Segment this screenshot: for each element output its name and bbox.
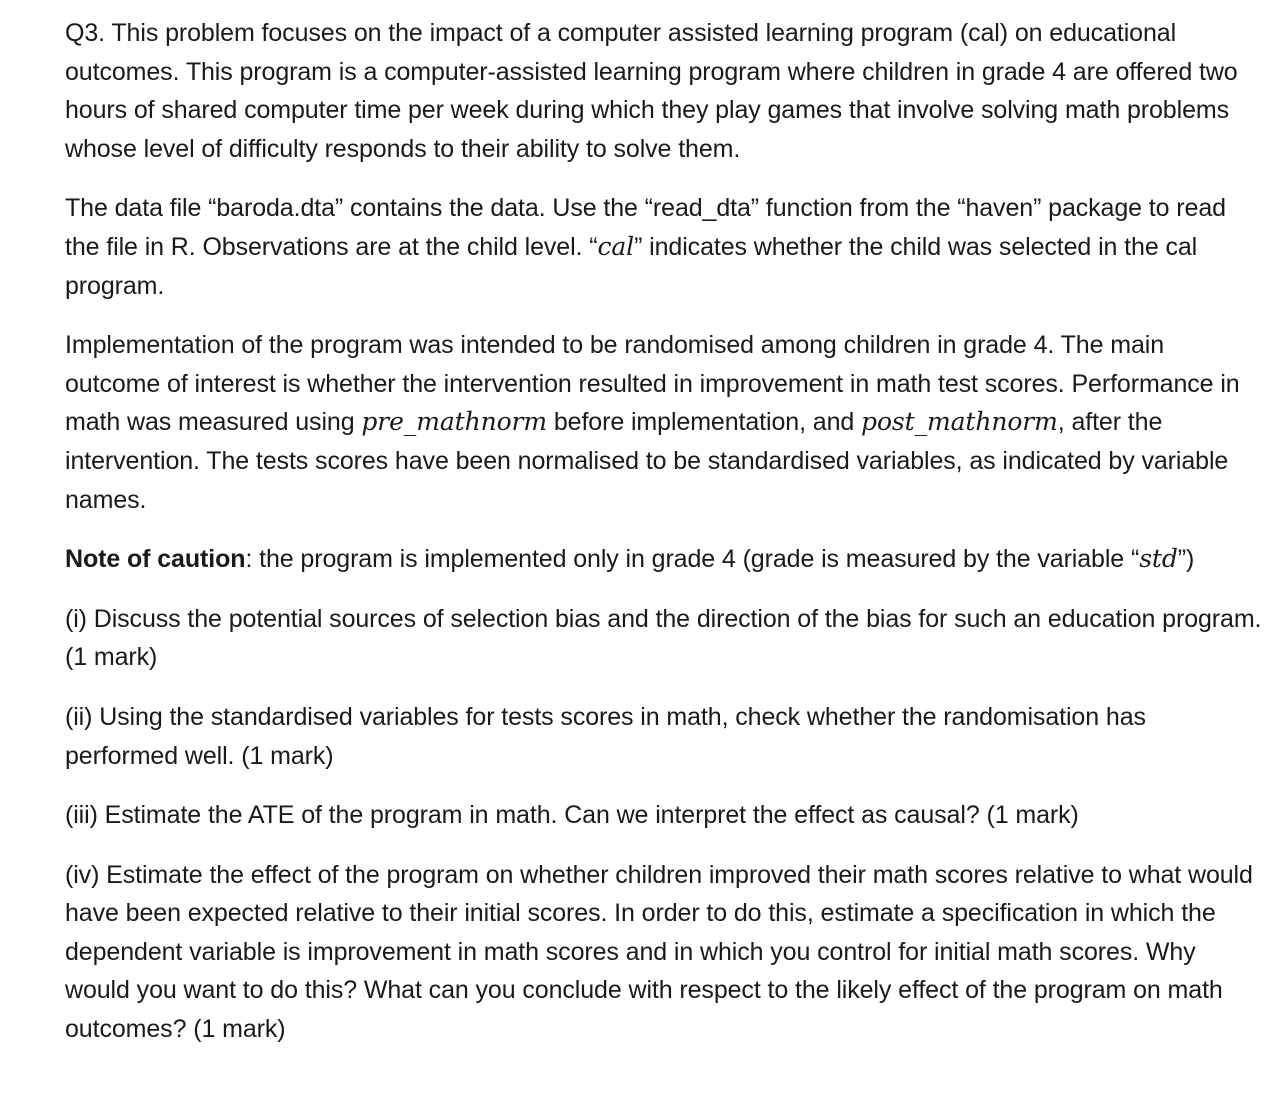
data-text-end: ” indicates whether the child was selected in the cal program. [65, 232, 1198, 300]
impl-text-b: before implementation, and [546, 408, 862, 437]
implementation-paragraph [65, 326, 1264, 519]
pre-mathnorm-variable: pre_mathnorm [361, 407, 547, 437]
note-end: ”) [1177, 545, 1195, 574]
note-text: : the program is implemented only in grade 4 (grade is measured by the variable “ [245, 545, 1140, 574]
part-iii-text: (iii) Estimate the ATE of the program in math. Can we interpret the effect as causal? (1 mark) [65, 801, 1079, 830]
intro-text: Q3. This problem focuses on the impact of a computer assisted learning program (cal) on educational outcomes. This program is a computer-assisted learning program where children in grade 4 are offered two hours of shared computer time per week during which they play games that involve solving math problems whose level of difficulty responds to their ability to solve them. [65, 19, 1238, 163]
part-i [65, 600, 1264, 677]
post-mathnorm-variable: post_mathnorm [861, 407, 1058, 437]
cal-variable: cal [597, 231, 635, 261]
data-text-start: The data file “baroda.dta” contains the data. Use the “read_dta” function from the “haven” package to read the file in R. Observations are at the child level. “ [65, 194, 1226, 261]
std-variable: std [1139, 544, 1178, 574]
question-intro [65, 14, 1264, 168]
part-ii [65, 698, 1264, 775]
part-iv [65, 856, 1264, 1049]
part-iv-text: (iv) Estimate the effect of the program on whether children improved their math scores relative to what would have been expected relative to their initial scores. In order to do this, estimate a specification in which the dependent variable is improvement in math scores and in which you control for initial math scores. Why would you want to do this? What can you conclude with respect to the likely effect of the program on math outcomes? (1 mark) [65, 860, 1253, 1044]
impl-text-c: , after the intervention. The tests scores have been normalised to be standardised variables, as indicated by variable names. [65, 408, 1229, 514]
part-iii [65, 796, 1264, 835]
data-description [65, 189, 1264, 305]
impl-text-a: Implementation of the program was intended to be randomised among children in grade 4. The main outcome of interest is whether the intervention resulted in improvement in math test scores. Performance in math was measured using [65, 331, 1240, 437]
part-i-text: (i) Discuss the potential sources of selection bias and the direction of the bias for such an education program. (1 mark) [65, 604, 1262, 672]
note-of-caution [65, 540, 1264, 579]
part-ii-text: (ii) Using the standardised variables for tests scores in math, check whether the randomisation has performed well. (1 mark) [65, 702, 1146, 770]
note-label: Note of caution [65, 545, 246, 574]
